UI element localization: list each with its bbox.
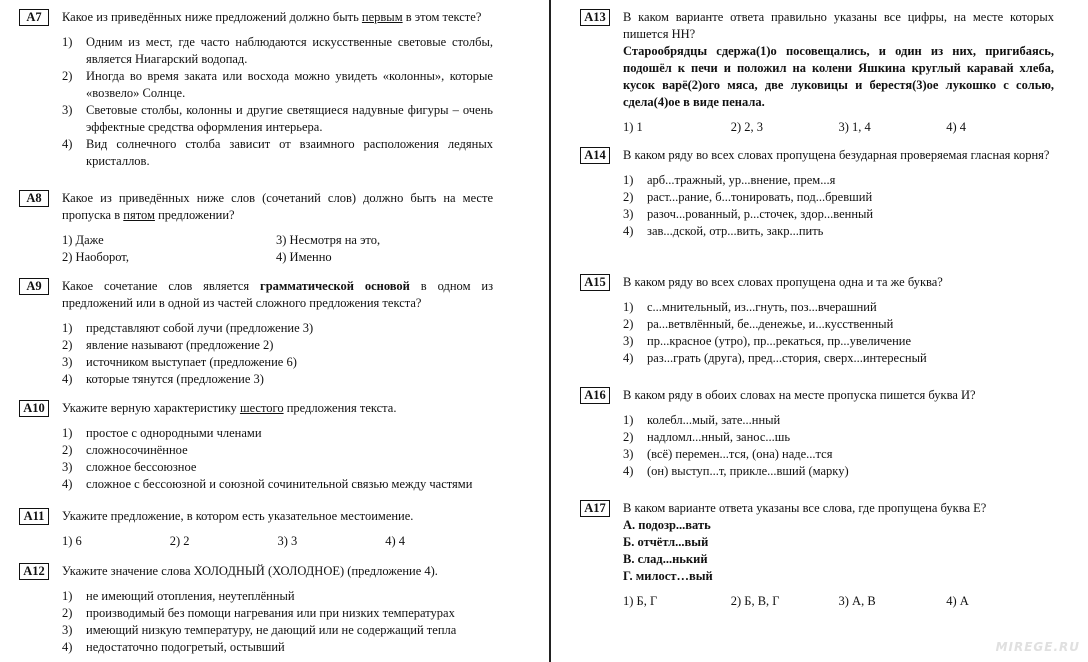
question-number-badge: А11 [19,508,49,525]
question-text: В каком варианте ответа указаны все слова, где пропущена буква Е? [623,501,987,515]
answer-options [62,232,493,266]
answer-option[interactable]: 2) 2 [169,534,190,548]
question-number-badge: А15 [580,274,610,291]
answer-option[interactable]: 2) явление называют (предложение 2) [62,338,274,352]
question-a15 [580,274,1054,367]
question-number-badge: А13 [580,9,610,26]
answer-option[interactable]: 4) недостаточно подогретый, остывший [62,640,285,654]
answer-option[interactable]: 4) 4 [946,120,967,134]
question-number-badge: А9 [19,278,49,295]
question-text: В каком ряду во всех словах пропущена одна и та же буква? [623,275,943,289]
answer-option[interactable]: 1) арб...тражный, ур...внение, прем...я [623,173,836,187]
answer-option[interactable]: 3) имеющий низкую температуру, не дающий или не содержащий тепла [62,623,457,637]
answer-option[interactable]: 4) зав...дской, отр...вить, закр...пить [623,224,824,238]
answer-options [62,425,493,493]
column-divider [549,0,551,662]
answer-option[interactable]: 2) раст...рание, б...тонировать, под...бревший [623,190,873,204]
question-a11 [19,508,493,550]
answer-option[interactable]: 4) Вид солнечного столба зависит от взаимного расположения ледяных кристаллов. [62,137,493,168]
word-item: Г. милост…вый [623,569,713,583]
answer-option[interactable]: 3) (всё) перемен...тся, (она) наде...тся [623,447,833,461]
question-text: Укажите предложение, в котором есть указательное местоимение. [62,509,414,523]
question-text: В каком ряду в обоих словах на месте пропуска пишется буква И? [623,388,976,402]
answer-option[interactable]: 2) надломл...нный, занос...шь [623,430,791,444]
answer-option[interactable]: 1) простое с однородными членами [62,426,262,440]
question-a10 [19,400,493,493]
answer-options [62,588,493,656]
answer-option[interactable]: 3) источником выступает (предложение 6) [62,355,297,369]
question-text: Укажите значение слова ХОЛОДНЫЙ (ХОЛОДНОЕ) (предложение 4). [62,564,438,578]
watermark: MIREGE.RU [995,640,1080,654]
question-text: В каком ряду во всех словах пропущена безударная проверяемая гласная корня? [623,148,1050,162]
answer-option[interactable]: 1) не имеющий отопления, неутеплённый [62,589,295,603]
answer-options [62,320,493,388]
question-a9 [19,278,493,388]
question-number-badge: А10 [19,400,49,417]
answer-option[interactable]: 4) А [946,594,969,608]
word-item: Б. отчётл...вый [623,535,709,549]
answer-option[interactable]: 2) Иногда во время заката или восхода можно увидеть «колонны», которые «возвело» Солнце. [62,69,493,100]
answer-options [623,172,1054,240]
question-passage: Старообрядцы сдержа(1)о посовещались, и один из них, пригибаясь, подошёл к печи и положил на колени Яшкина круглый каравай хлеба, кусок варё(2)ого мяса, две луковицы и берестя(3)ое лукошко с солью, сдела(4)ое в виде пенала. [623,44,1054,109]
question-number-badge: А7 [19,9,49,26]
answer-option[interactable]: 1) Одним из мест, где часто наблюдаются искусственные световые столбы, является Ниагарский водопад. [62,35,493,66]
answer-options [623,412,1054,480]
question-text: Какое сочетание слов является грамматической основой в одном из предложений или в одной из частей сложного предложения текста? [62,279,494,310]
answer-options [623,299,1054,367]
question-number-badge: А16 [580,387,610,404]
question-a14 [580,147,1054,240]
answer-option[interactable]: 3) 1, 4 [838,120,871,134]
question-text: В каком варианте ответа правильно указаны все цифры, на месте которых пишется НН? [623,10,1054,41]
word-item: А. подозр...вать [623,518,711,532]
question-number-badge: А12 [19,563,49,580]
answer-options [62,34,493,170]
answer-option[interactable]: 3) Световые столбы, колонны и другие светящиеся надувные фигуры – очень эффектные средства оформления интерьера. [62,103,493,134]
answer-options [62,533,493,550]
answer-option[interactable]: 2) Наоборот, [62,250,129,264]
word-item: В. слад...нький [623,552,708,566]
answer-option[interactable]: 3) А, В [838,594,876,608]
answer-option[interactable]: 1) представляют собой лучи (предложение 3) [62,321,314,335]
question-text: Какое из приведённых ниже предложений должно быть первым в этом тексте? [62,10,482,24]
question-text: Укажите верную характеристику шестого предложения текста. [62,401,397,415]
question-a16 [580,387,1054,480]
answer-option[interactable]: 2) Б, В, Г [730,594,780,608]
question-a12 [19,563,493,656]
answer-option[interactable]: 2) сложносочинённое [62,443,188,457]
answer-option[interactable]: 2) ра...ветвлённый, бе...денежье, и...кусственный [623,317,894,331]
answer-option[interactable]: 4) которые тянутся (предложение 3) [62,372,264,386]
answer-options [623,119,1054,136]
answer-option[interactable]: 1) 6 [62,534,82,548]
answer-option[interactable]: 1) колебл...мый, зате...нный [623,413,781,427]
answer-option[interactable]: 4) 4 [385,534,406,548]
question-a17 [580,500,1054,610]
answer-option[interactable]: 1) Даже [62,233,104,247]
answer-option[interactable]: 3) Несмотря на это, [276,233,381,247]
answer-option[interactable]: 1) Б, Г [623,594,658,608]
answer-option[interactable]: 4) сложное с бессоюзной и союзной сочинительной связью между частями [62,477,473,491]
question-a13 [580,9,1054,136]
answer-option[interactable]: 1) 1 [623,120,643,134]
answer-option[interactable]: 1) с...мнительный, из...гнуть, поз...вчерашний [623,300,877,314]
question-number-badge: А14 [580,147,610,164]
question-a7 [19,9,493,170]
answer-option[interactable]: 2) 2, 3 [730,120,764,134]
answer-option[interactable]: 3) 3 [277,534,298,548]
question-number-badge: А8 [19,190,49,207]
question-text: Какое из приведённых ниже слов (сочетаний слов) должно быть на месте пропуска в пятом предложении? [62,191,493,222]
answer-option[interactable]: 3) сложное бессоюзное [62,460,197,474]
answer-option[interactable]: 4) Именно [276,250,332,264]
answer-option[interactable]: 4) (он) выступ...т, прикле...вший (марку) [623,464,849,478]
question-number-badge: А17 [580,500,610,517]
answer-options [623,593,1054,610]
answer-option[interactable]: 4) раз...грать (друга), пред...стория, сверх...интересный [623,351,927,365]
answer-option[interactable]: 2) производимый без помощи нагревания или при низких температурах [62,606,455,620]
question-a8 [19,190,493,266]
answer-option[interactable]: 3) пр...красное (утро), пр...рекаться, пр...увеличение [623,334,912,348]
word-list [623,517,1054,585]
answer-option[interactable]: 3) разоч...рованный, р...сточек, здор...венный [623,207,874,221]
